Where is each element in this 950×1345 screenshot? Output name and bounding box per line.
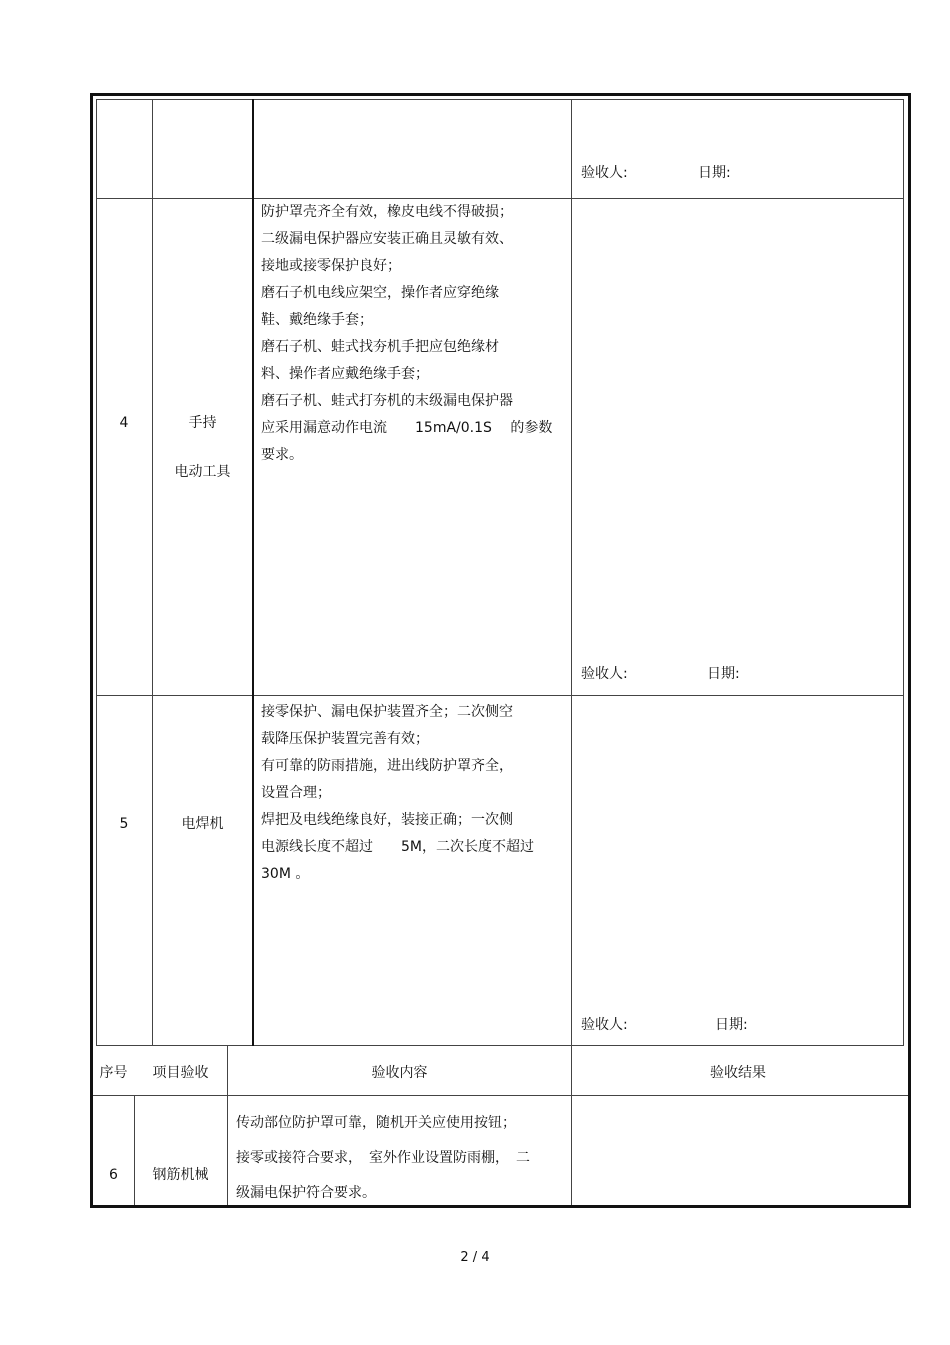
row-divider bbox=[96, 695, 904, 696]
content-line: 二级漏电保护器应安装正确且灵敏有效、 bbox=[261, 231, 513, 247]
item-name: 钢筋机械 bbox=[152, 1167, 209, 1183]
content-line: 接零保护、漏电保护装置齐全；二次侧空 bbox=[261, 704, 513, 720]
inspection-content bbox=[261, 199, 552, 469]
header-item: 项目验收 bbox=[152, 1065, 209, 1081]
item-name: 手持 bbox=[188, 415, 217, 431]
content-line: 鞋、戴绝缘手套； bbox=[261, 312, 373, 328]
item-name: 电动工具 bbox=[174, 464, 231, 480]
content-line: 料、操作者应戴绝缘手套； bbox=[261, 366, 429, 382]
inspector-label: 验收人: bbox=[581, 666, 628, 682]
content-line: 30M 。 bbox=[261, 866, 310, 882]
content-line: 设置合理； bbox=[261, 785, 331, 801]
content-line: 要求。 bbox=[261, 447, 303, 463]
column-divider bbox=[134, 1095, 135, 1205]
inspection-content bbox=[236, 1106, 530, 1211]
inspection-content bbox=[261, 699, 534, 888]
page-number: 2 / 4 bbox=[460, 1250, 490, 1265]
content-line: 焊把及电线绝缘良好，装接正确；一次侧 bbox=[261, 812, 513, 828]
content-line: 磨石子机、蛙式打夯机的末级漏电保护器 bbox=[261, 393, 513, 409]
header-result: 验收结果 bbox=[710, 1065, 766, 1081]
inspector-label: 验收人: bbox=[581, 165, 628, 181]
content-line: 载降压保护装置完善有效； bbox=[261, 731, 429, 747]
row-divider bbox=[93, 1095, 908, 1096]
content-line: 防护罩壳齐全有效，橡皮电线不得破损； bbox=[261, 204, 513, 220]
header-number: 序号 bbox=[99, 1065, 128, 1081]
column-divider bbox=[152, 99, 153, 1046]
date-label: 日期: bbox=[707, 666, 740, 682]
content-line: 级漏电保护符合要求。 bbox=[236, 1185, 376, 1201]
date-label: 日期: bbox=[715, 1017, 748, 1033]
content-line: 有可靠的防雨措施，进出线防护罩齐全， bbox=[261, 758, 513, 774]
content-line: 接零或接符合要求， 室外作业设置防雨棚， 二 bbox=[236, 1150, 530, 1166]
date-label: 日期: bbox=[698, 165, 731, 181]
header-content: 验收内容 bbox=[371, 1065, 428, 1081]
column-divider bbox=[571, 99, 572, 1205]
content-line: 传动部位防护罩可靠，随机开关应使用按钮； bbox=[236, 1115, 516, 1131]
row-number: 6 bbox=[109, 1167, 118, 1183]
row-number: 5 bbox=[119, 816, 129, 832]
content-line: 应采用漏意动作电流 15mA/0.1S 的参数 bbox=[261, 420, 553, 436]
item-name: 电焊机 bbox=[181, 816, 224, 832]
inspector-label: 验收人: bbox=[581, 1017, 628, 1033]
row-number: 4 bbox=[119, 415, 129, 431]
content-line: 磨石子机、蛙式找夯机手把应包绝缘材 bbox=[261, 339, 499, 355]
column-divider bbox=[252, 99, 254, 1046]
content-line: 磨石子机电线应架空，操作者应穿绝缘 bbox=[261, 285, 499, 301]
content-line: 接地或接零保护良好； bbox=[261, 258, 401, 274]
content-line: 电源线长度不超过 5M，二次长度不超过 bbox=[261, 839, 534, 855]
